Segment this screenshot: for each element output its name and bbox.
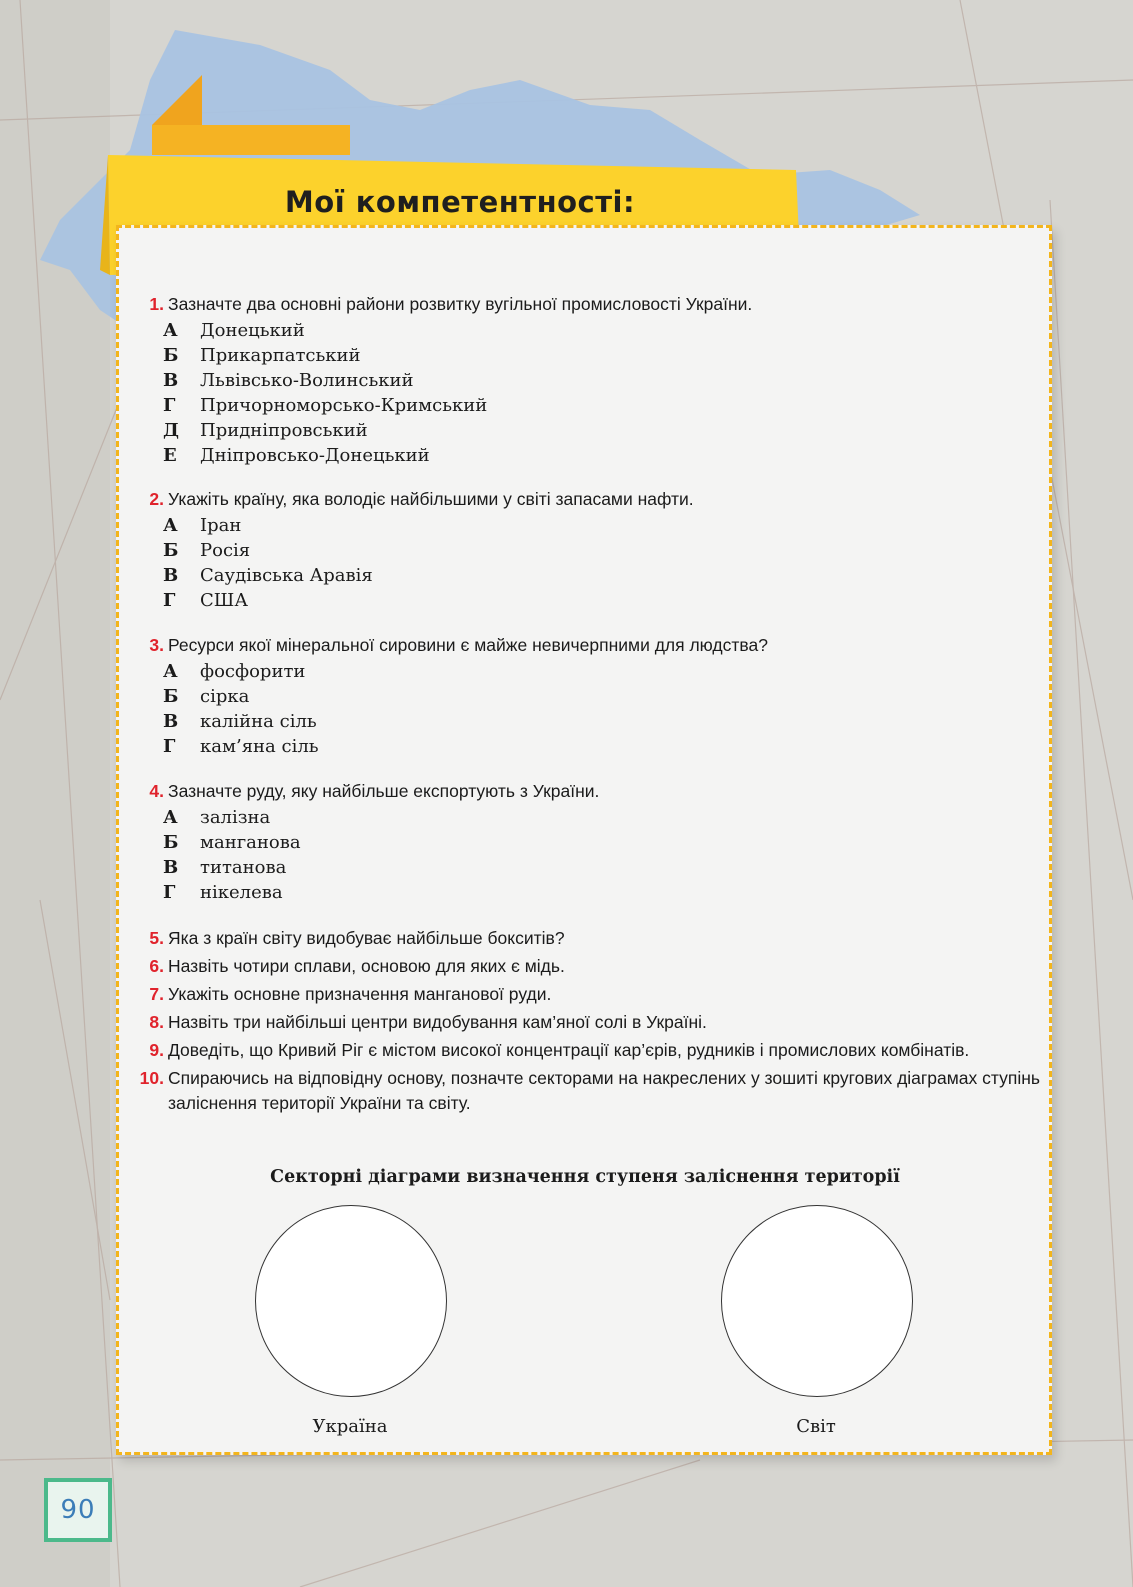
question-number: 9.: [149, 1040, 164, 1060]
question-4: [130, 779, 1040, 905]
question-number: 5.: [149, 928, 164, 948]
option-letter: Г: [163, 736, 176, 757]
answer-option[interactable]: [130, 588, 1040, 613]
answer-option[interactable]: [130, 318, 1040, 343]
question-number: 1.: [149, 294, 164, 314]
option-text: Львівсько-Волинський: [200, 370, 414, 391]
question-text: Яка з країн світу видобуває найбільше бокситів?: [168, 928, 565, 948]
option-letter: Г: [163, 882, 176, 903]
option-letter: Е: [163, 445, 177, 466]
question-text: Назвіть три найбільші центри видобування кам’яної солі в Україні.: [168, 1012, 707, 1032]
option-letter: В: [163, 370, 179, 391]
question-number: 10.: [139, 1068, 164, 1088]
option-letter: В: [163, 565, 179, 586]
option-letter: Г: [163, 395, 176, 416]
option-letter: А: [163, 320, 178, 341]
answer-option[interactable]: [130, 418, 1040, 443]
option-letter: Б: [163, 832, 179, 853]
option-text: Причорноморсько-Кримський: [200, 395, 488, 416]
question-text: Ресурси якої мінеральної сировини є майже невичерпними для людства?: [168, 635, 768, 655]
title-line-1: Мої компетентності:: [284, 185, 636, 219]
answer-option[interactable]: [130, 659, 1040, 684]
option-text: фосфорити: [200, 661, 306, 682]
answer-option[interactable]: [130, 880, 1040, 905]
option-text: Придніпровський: [200, 420, 368, 441]
answer-option[interactable]: [130, 513, 1040, 538]
answer-option[interactable]: [130, 538, 1040, 563]
option-letter: Г: [163, 590, 176, 611]
question-10: [130, 1066, 1040, 1116]
answer-option[interactable]: [130, 734, 1040, 759]
option-text: Прикарпатський: [200, 345, 361, 366]
question-8: [130, 1010, 1040, 1035]
answer-option[interactable]: [130, 343, 1040, 368]
option-text: манганова: [200, 832, 301, 853]
question-number: 3.: [149, 635, 164, 655]
option-text: сірка: [200, 686, 250, 707]
option-text: Дніпровсько-Донецький: [200, 445, 430, 466]
pie-chart-circle-ukraine: [255, 1205, 447, 1397]
option-letter: А: [163, 515, 178, 536]
option-text: титанова: [200, 857, 287, 878]
answer-option[interactable]: [130, 855, 1040, 880]
question-text: Зазначте руду, яку найбільше експортують з України.: [168, 781, 600, 801]
question-1: [130, 292, 1040, 468]
question-6: [130, 954, 1040, 979]
question-9: [130, 1038, 1040, 1063]
question-number: 8.: [149, 1012, 164, 1032]
question-text: Назвіть чотири сплави, основою для яких є мідь.: [168, 956, 565, 976]
option-text: Росія: [200, 540, 251, 561]
option-letter: А: [163, 807, 178, 828]
answer-option[interactable]: [130, 830, 1040, 855]
question-text: Укажіть основне призначення манганової руди.: [168, 984, 552, 1004]
option-text: нікелева: [200, 882, 283, 903]
short-questions: [130, 926, 1040, 1119]
answer-option[interactable]: [130, 443, 1040, 468]
option-text: США: [200, 590, 248, 611]
option-text: Донецький: [200, 320, 305, 341]
option-letter: А: [163, 661, 178, 682]
option-text: залізна: [200, 807, 271, 828]
option-letter: Б: [163, 345, 179, 366]
answer-option[interactable]: [130, 563, 1040, 588]
answer-option[interactable]: [130, 709, 1040, 734]
question-7: [130, 982, 1040, 1007]
option-letter: Б: [163, 686, 179, 707]
option-text: Іран: [200, 515, 242, 536]
option-letter: В: [163, 857, 179, 878]
option-letter: Д: [163, 420, 180, 441]
page-number: 90: [44, 1478, 112, 1542]
option-text: кам’яна сіль: [200, 736, 319, 757]
option-text: Саудівська Аравія: [200, 565, 373, 586]
question-3: [130, 633, 1040, 759]
question-text: Доведіть, що Кривий Ріг є містом високої концентрації кар’єрів, рудників і промислових комбінатів.: [168, 1040, 970, 1060]
question-text: Спираючись на відповідну основу, позначте секторами на накреслених у зошиті кругових діаграмах ступінь заліснення території України та світу.: [168, 1068, 1040, 1113]
question-2: [130, 487, 1040, 613]
question-number: 7.: [149, 984, 164, 1004]
option-letter: В: [163, 711, 179, 732]
question-text: Зазначте два основні райони розвитку вугільної промисловості України.: [168, 294, 753, 314]
answer-option[interactable]: [130, 805, 1040, 830]
question-number: 4.: [149, 781, 164, 801]
question-number: 6.: [149, 956, 164, 976]
answer-option[interactable]: [130, 684, 1040, 709]
answer-option[interactable]: [130, 393, 1040, 418]
question-text: Укажіть країну, яка володіє найбільшими у світі запасами нафти.: [168, 489, 694, 509]
answer-option[interactable]: [130, 368, 1040, 393]
diagram-title: Секторні діаграми визначення ступеня заліснення території: [270, 1167, 900, 1187]
question-number: 2.: [149, 489, 164, 509]
pie-chart-circle-world: [721, 1205, 913, 1397]
world-label: Світ: [796, 1416, 836, 1437]
option-text: калійна сіль: [200, 711, 317, 732]
ukraine-label: Україна: [312, 1416, 388, 1437]
option-letter: Б: [163, 540, 179, 561]
question-5: [130, 926, 1040, 951]
